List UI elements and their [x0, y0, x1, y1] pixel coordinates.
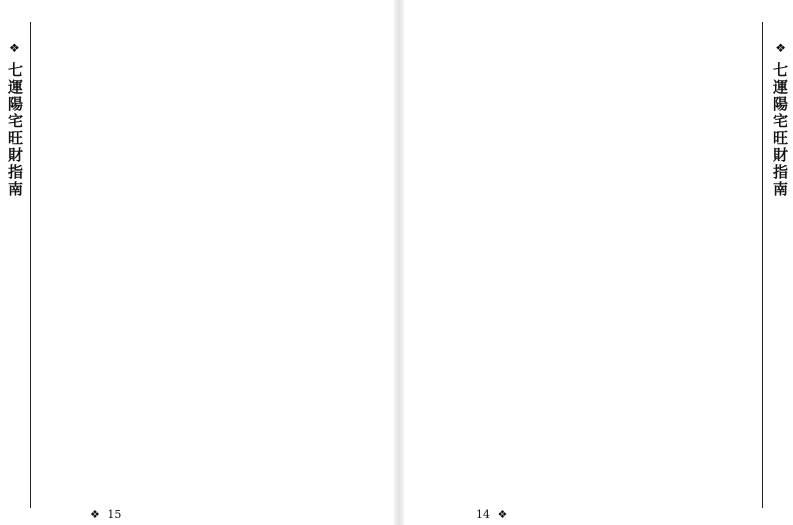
- footer-ornament: ❖: [90, 508, 100, 521]
- body-text: [36, 6, 372, 492]
- title-ornament: ❖: [9, 41, 20, 55]
- book-gutter: [394, 0, 404, 525]
- footer-ornament: ❖: [497, 508, 508, 521]
- title-ornament: ❖: [775, 41, 786, 55]
- body-text: [414, 6, 749, 492]
- margin-rule: [30, 22, 31, 508]
- running-title: 七運陽宅旺財指南: [6, 62, 24, 198]
- right-page: [404, 0, 793, 525]
- page-number: 15: [107, 508, 122, 521]
- running-title: 七運陽宅旺財指南: [771, 62, 789, 198]
- page-number: 14: [476, 508, 490, 521]
- left-page: [0, 0, 394, 525]
- margin-rule: [762, 22, 763, 508]
- page-footer: [90, 507, 125, 523]
- page-footer: [472, 507, 507, 523]
